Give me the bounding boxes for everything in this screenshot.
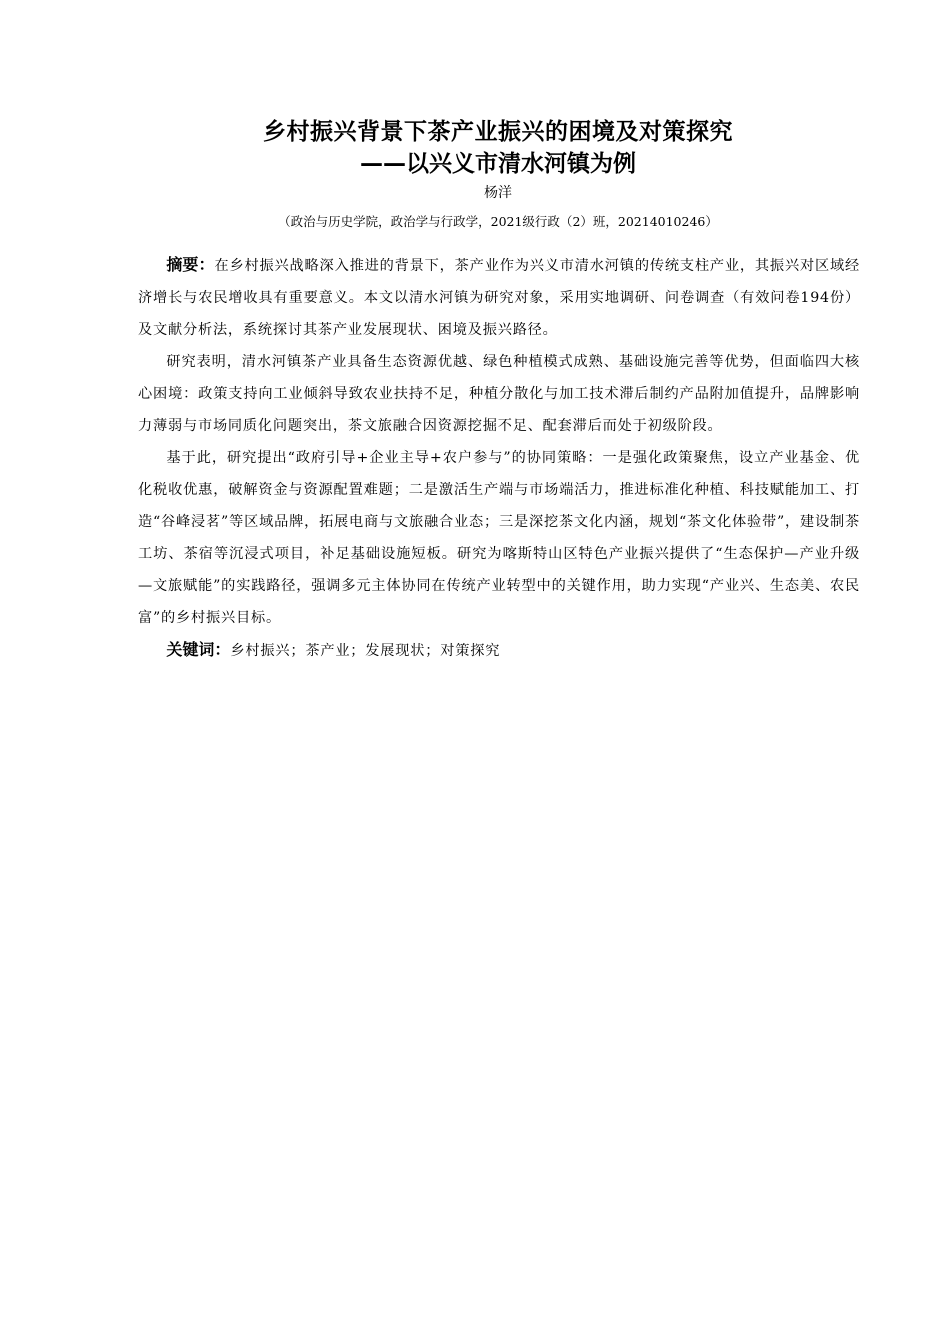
abstract-paragraph-1 xyxy=(138,249,860,346)
author-affiliation: （政治与历史学院，政治学与行政学，2021级行政（2）班，20214010246） xyxy=(278,214,718,229)
paper-subtitle: ——以兴义市清水河镇为例 xyxy=(360,151,636,177)
title-block xyxy=(0,116,950,232)
abstract-paragraph-3: 基于此，研究提出“政府引导+企业主导+农户参与”的协同策略：一是强化政策聚焦，设立产业基金、优化税收优惠，破解资金与资源配置难题；二是激活生产端与市场端活力，推进标准化种植、科技赋能加工、打造“谷峰浸茗”等区域品牌，拓展电商与文旅融合业态；三是深挖茶文化内涵，规划“茶文化体验带”，建设制茶工坊、茶宿等沉浸式项目，补足基础设施短板。研究为喀斯特山区特色产业振兴提供了“生态保护—产业升级—文旅赋能”的实践路径，强调多元主体协同在传统产业转型中的关键作用，助力实现“产业兴、生态美、农民富”的乡村振兴目标。 xyxy=(138,450,860,626)
abstract-paragraph-2: 研究表明，清水河镇茶产业具备生态资源优越、绿色种植模式成熟、基础设施完善等优势，但面临四大核心困境：政策支持向工业倾斜导致农业扶持不足，种植分散化与加工技术滞后制约产品附加值提升，品牌影响力薄弱与市场同质化问题突出，茶文旅融合因资源挖掘不足、配套滞后而处于初级阶段。 xyxy=(138,354,860,434)
keywords-text: 乡村振兴；茶产业；发展现状；对策探究 xyxy=(230,643,501,659)
abstract-section xyxy=(138,249,860,667)
abstract-label: 摘要： xyxy=(166,255,215,274)
keywords-line xyxy=(138,634,860,667)
author-name: 杨洋 xyxy=(484,185,512,201)
paper-title: 乡村振兴背景下茶产业振兴的困境及对策探究 xyxy=(263,119,733,145)
abstract-text-1: 在乡村振兴战略深入推进的背景下，茶产业作为兴义市清水河镇的传统支柱产业，其振兴对区域经济增长与农民增收具有重要意义。本文以清水河镇为研究对象，采用实地调研、问卷调查（有效问卷194份）及文献分析法，系统探讨其茶产业发展现状、困境及振兴路径。 xyxy=(138,258,860,338)
keywords-label: 关键词： xyxy=(166,640,231,659)
